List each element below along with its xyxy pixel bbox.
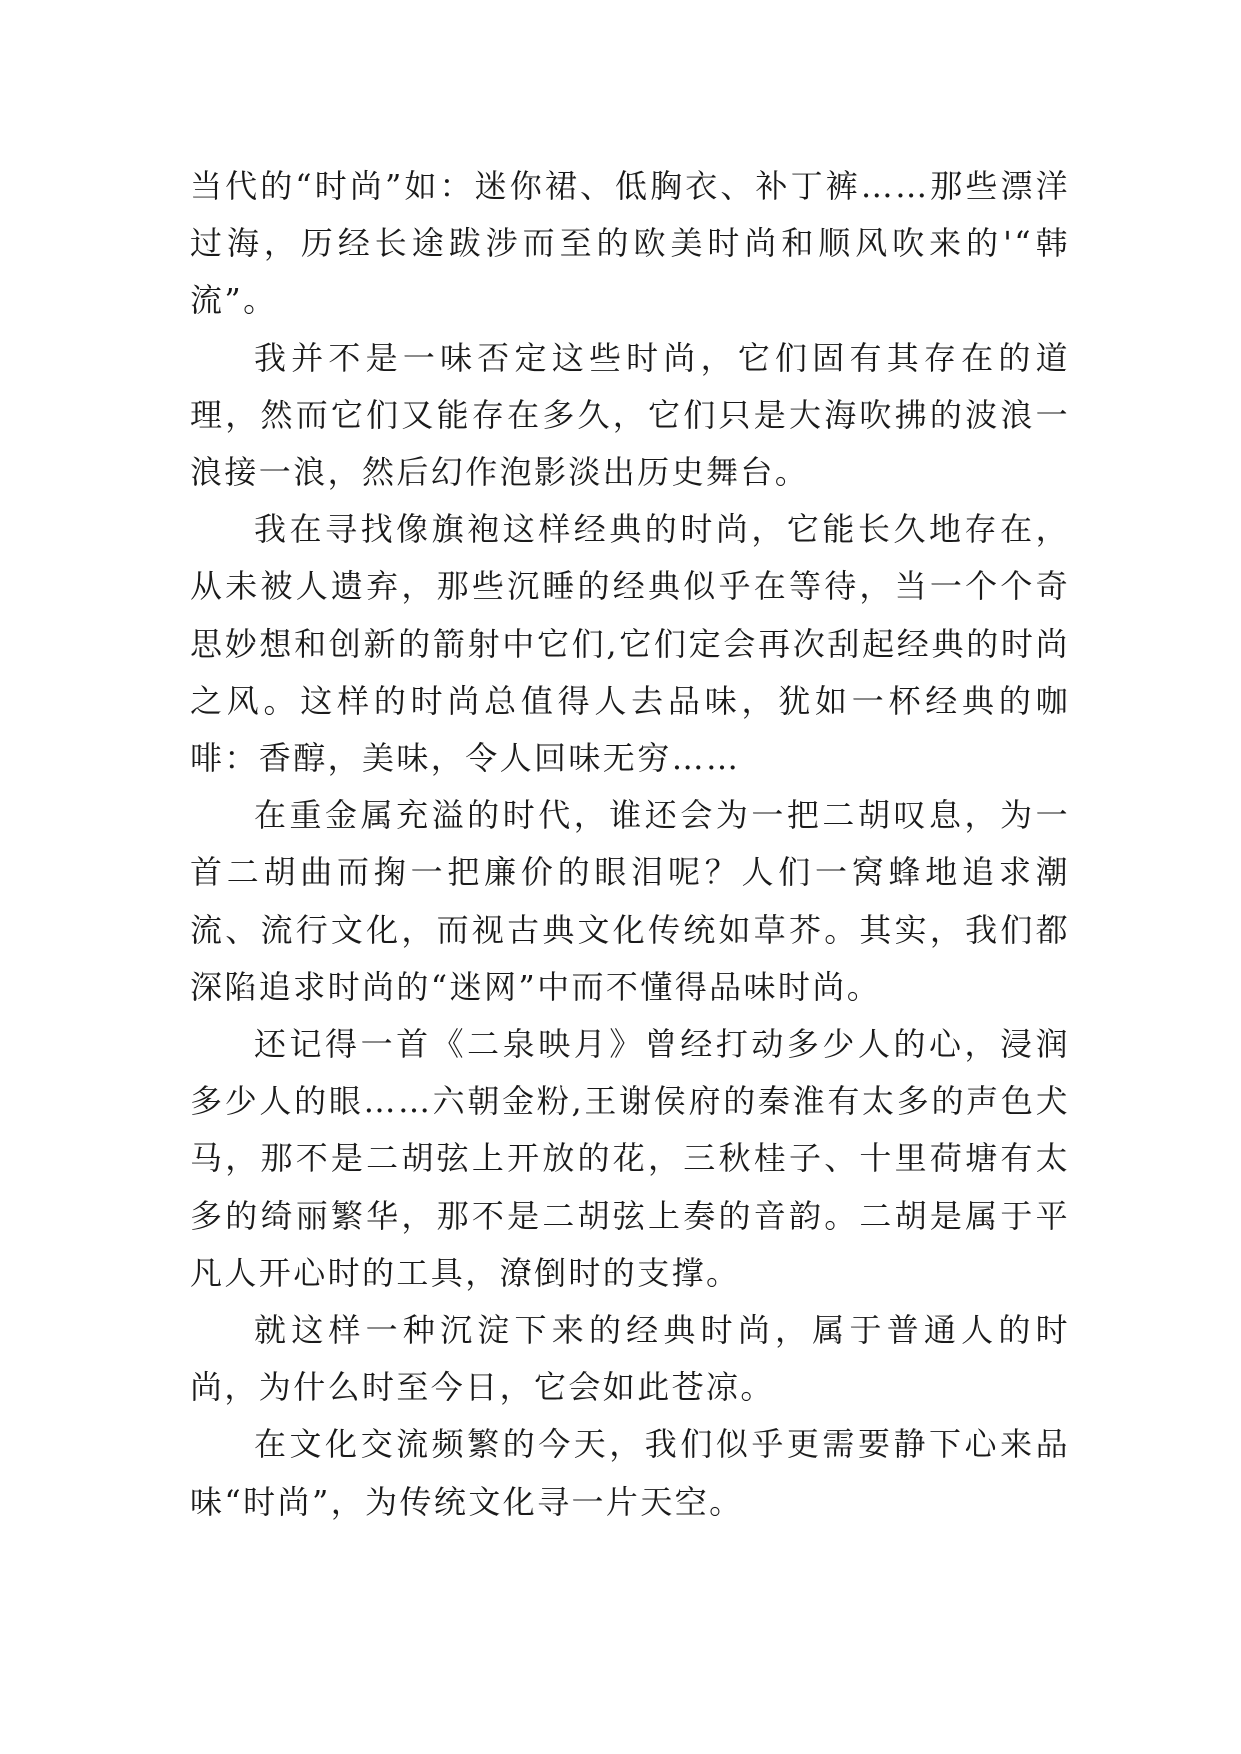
paragraph-7: 在文化交流频繁的今天，我们似乎更需要静下心来品味“时尚”，为传统文化寻一片天空。 (190, 1425, 1070, 1521)
paragraph-4: 在重金属充溢的时代，谁还会为一把二胡叹息，为一首二胡曲而掬一把廉价的眼泪呢？人们一窝蜂地追求潮流、流行文化，而视古典文化传统如草芥。其实，我们都深陷追求时尚的“迷网”中而不懂得品味时尚。 (190, 796, 1070, 1006)
paragraph-2: 我并不是一味否定这些时尚，它们固有其存在的道理，然而它们又能存在多久，它们只是大海吹拂的波浪一浪接一浪，然后幻作泡影淡出历史舞台。 (190, 338, 1070, 492)
paragraph-5: 还记得一首《二泉映月》曾经打动多少人的心，浸润多少人的眼……六朝金粉,王谢侯府的秦淮有太多的声色犬马，那不是二胡弦上开放的花，三秋桂子、十里荷塘有太多的绮丽繁华，那不是二胡弦上奏的音韵。二胡是属于平凡人开心时的工具，潦倒时的支撑。 (190, 1025, 1070, 1292)
essay-body (190, 158, 1070, 1531)
paragraph-1: 当代的“时尚”如：迷你裙、低胸衣、补丁裤……那些漂洋过海，历经长途跋涉而至的欧美时尚和顺风吹来的'“韩流”。 (190, 167, 1070, 320)
paragraph-3: 我在寻找像旗袍这样经典的时尚，它能长久地存在，从未被人遗弃，那些沉睡的经典似乎在等待，当一个个奇思妙想和创新的箭射中它们,它们定会再次刮起经典的时尚之风。这样的时尚总值得人去品味，犹如一杯经典的咖啡：香醇，美味，令人回味无穷…… (190, 510, 1070, 778)
paragraph-6: 就这样一种沉淀下来的经典时尚，属于普通人的时尚，为什么时至今日，它会如此苍凉。 (190, 1311, 1070, 1407)
